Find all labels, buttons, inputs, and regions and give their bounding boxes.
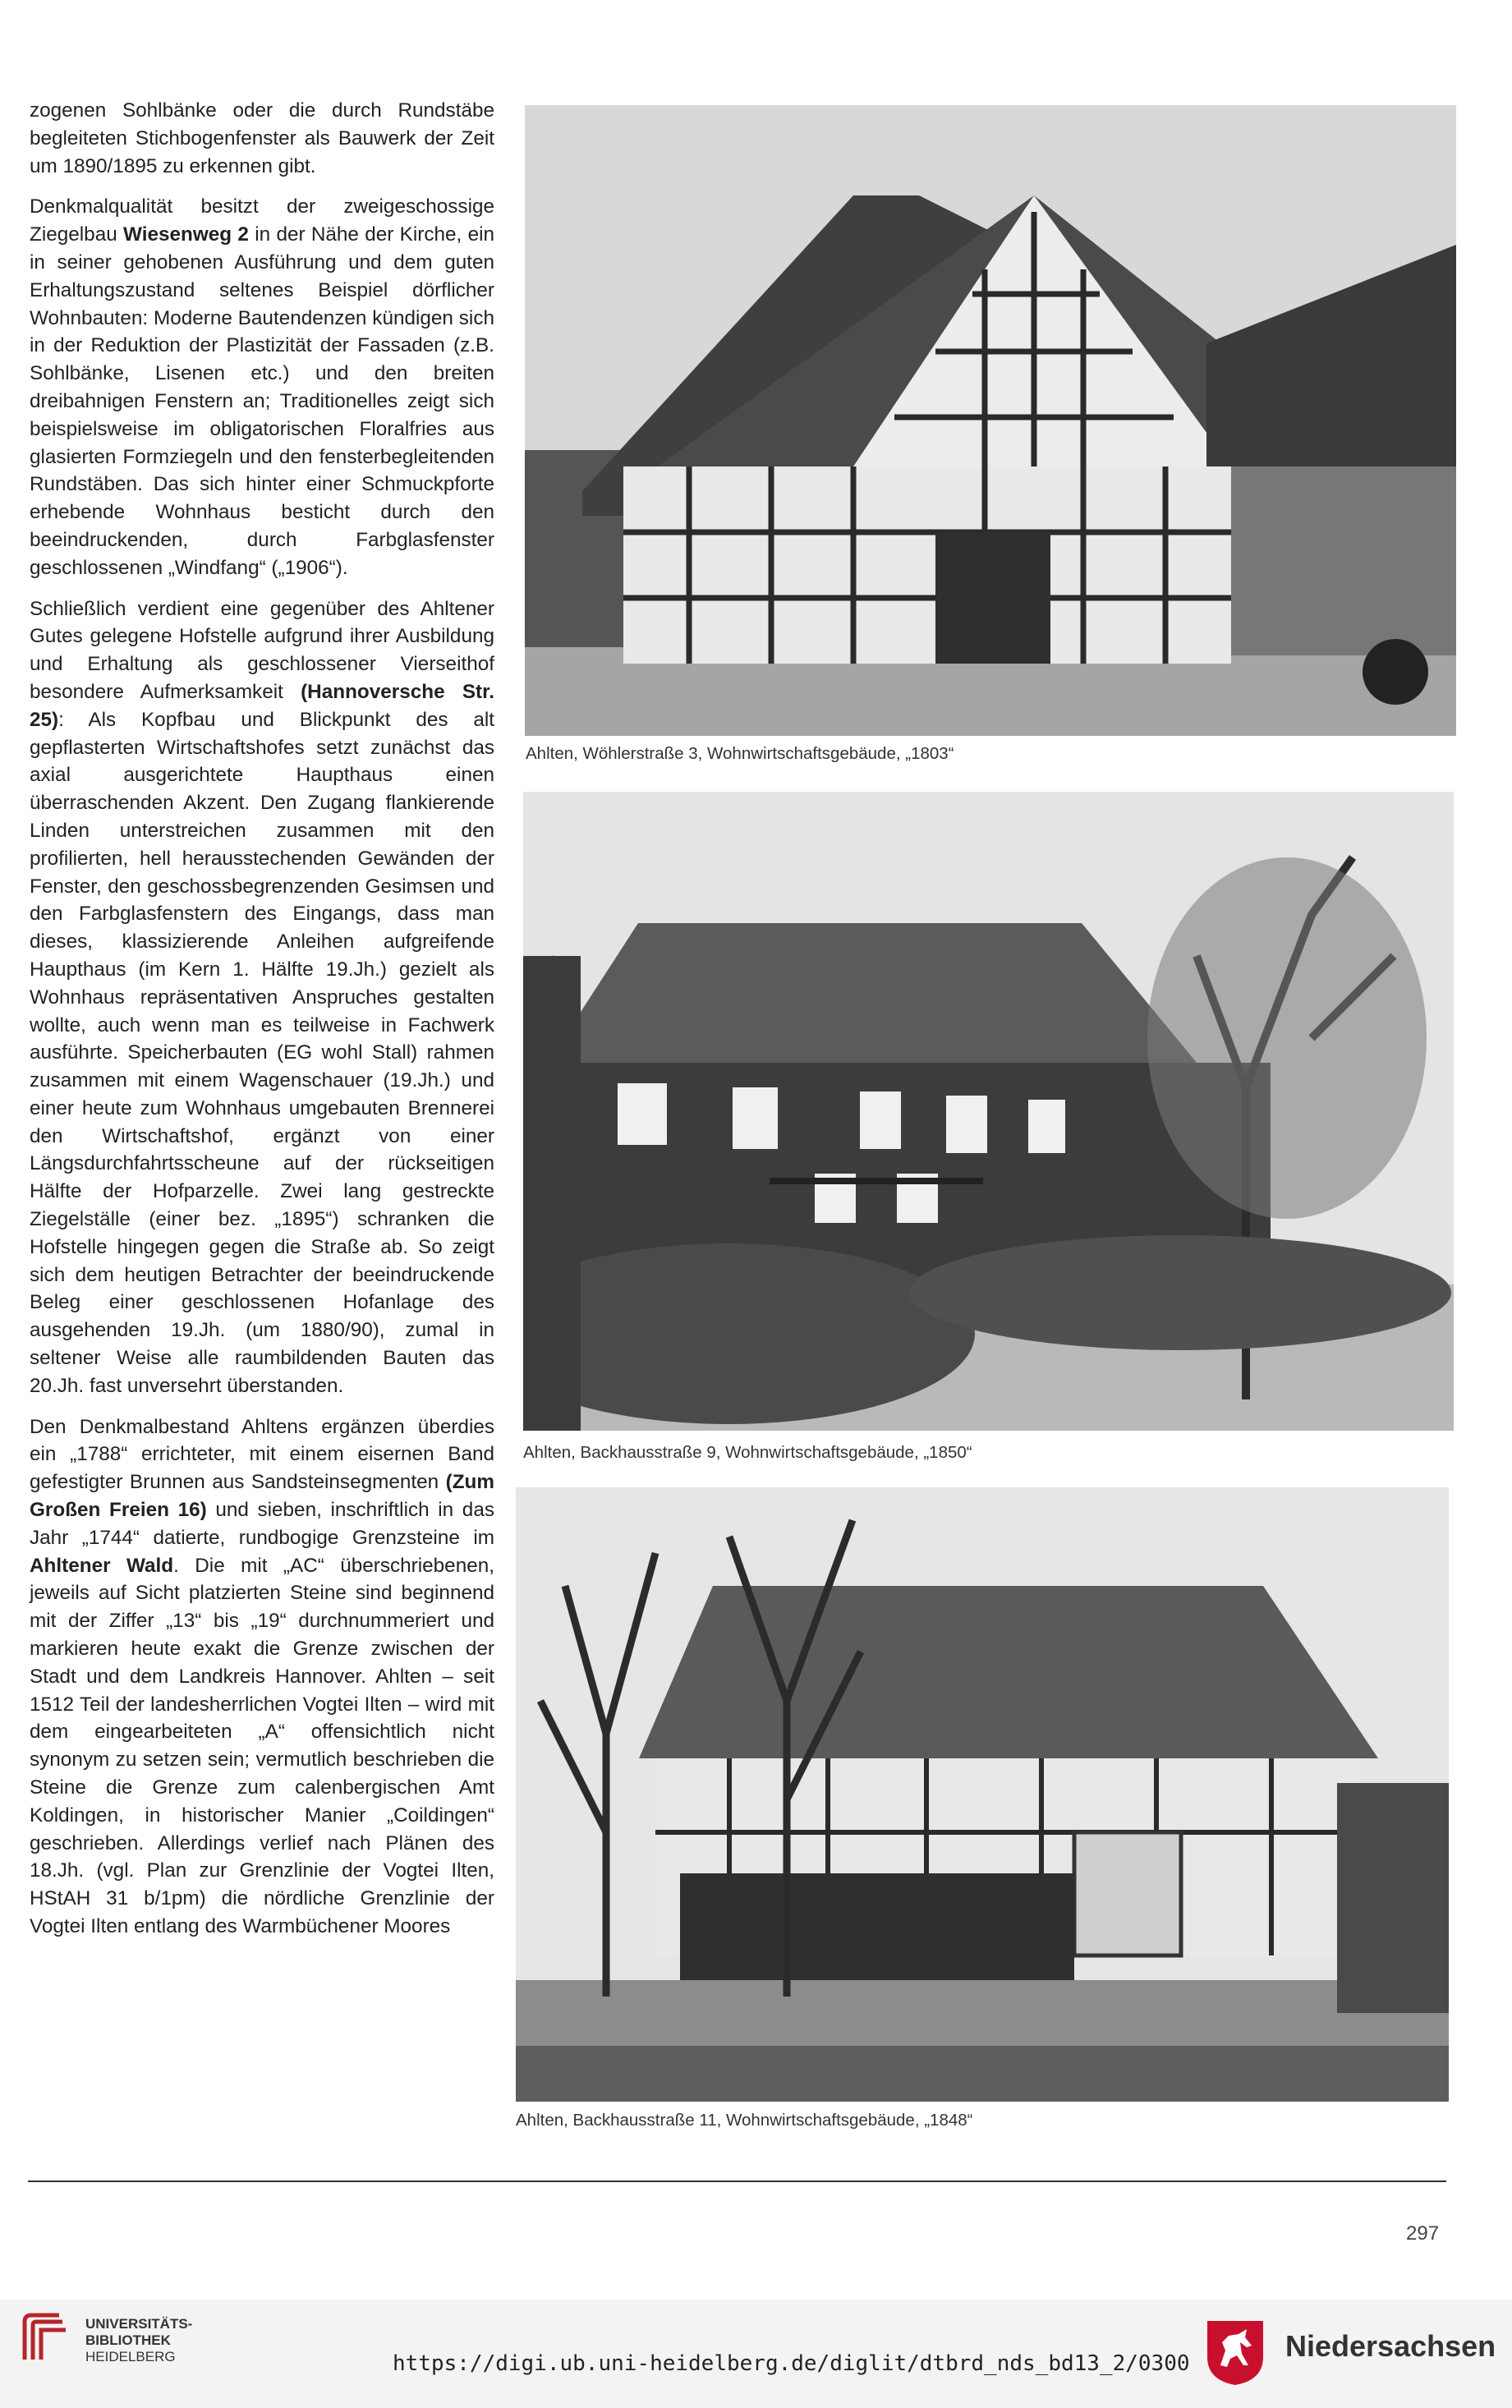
digitization-url-link[interactable]: https://digi.ub.uni-heidelberg.de/diglit/dtbrd_nds_bd13_2/0300 — [393, 2351, 1190, 2376]
paragraph — [30, 97, 494, 180]
paragraph — [30, 595, 494, 1400]
footer-rule — [28, 2181, 1446, 2182]
body-text-column — [30, 97, 494, 1954]
library-name-line: HEIDELBERG — [85, 2349, 176, 2364]
bold-address: (Zum Großen Freien 16) — [30, 1471, 494, 1522]
text-run: . Die mit „AC“ überschriebenen, jeweils auf Sicht platzierten Steine sind beginnend mit der Ziffer „13“ bis „19“ durchnummeriert und markieren heute exakt die Grenze zwischen der Stadt und dem Landkreis Hannover. Ahlten – seit 1512 Teil der landesherrlichen Vogtei Ilten – wird mit dem eingearbeiteten „A“ offensichtlich nicht synonym zu setzen sein; vermutlich beschrieben die Steine die Grenze zum calenbergischen Amt Koldingen, in historischer Manier „Coildingen“ geschrieben. Allerdings verlief nach Plänen des 18.Jh. (vgl. Plan zur Grenzlinie der Vogtei Ilten, HStAH 31 b/1pm) die nördliche Grenzlinie der Vogtei Ilten entlang des Warmbüchener Moores — [30, 1554, 494, 1937]
text-run: Den Denkmalbestand Ahltens ergänzen überdies ein „1788“ errichteter, mit einem eisernen Band gefestigter Brunnen aus Sandsteinsegmenten — [30, 1415, 494, 1494]
paragraph — [30, 1413, 494, 1941]
paragraph — [30, 193, 494, 581]
library-name-line: BIBLIOTHEK — [85, 2332, 171, 2348]
text-run: : Als Kopfbau und Blickpunkt des alt gepflasterten Wirtschaftshofes setzt zunächst das axial ausgerichtete Haupthaus einen überraschenden Akzent. Den Zugang flankierende Linden unterstreichen zusammen mit den profilierten, hell herausstechenden Gewänden der Fenster, den geschossbegrenzenden Gesimsen und den Farbglasfenstern des Eingangs, dass man dieses, klassizierende Anleihen aufgreifende Haupthaus (im Kern 1. Hälfte 19.Jh.) gezielt als Wohnhaus repräsentativen Anspruches gestalten wollte, auch wenn man es teilweise in Fachwerk ausführte. Speicherbauten (EG wohl Stall) rahmen zusammen mit einem Wagenschauer (19.Jh.) und einer heute zum Wohnhaus umgebauten Brennerei den Wirtschaftshof, ergänzt von einer Längsdurchfahrtsscheune auf der rückseitigen Hälfte der Hofparzelle. Zwei lang gestreckte Ziegelställe (einer bez. „1895“) schranken die Hofstelle hingegen gegen die Straße ab. So zeigt sich dem heutigen Betrachter der beeindruckende Beleg einer geschlossenen Hofanlage des ausgehenden 19.Jh. (um 1880/90), zumal in seltener Weise alle raumbildenden Bauten das 20.Jh. fast unversehrt überstanden. — [30, 708, 494, 1397]
lower-saxony-horse-icon — [1204, 2318, 1266, 2387]
photo-backhausstrasse-9 — [523, 792, 1454, 1431]
state-name: Niedersachsen — [1285, 2329, 1496, 2363]
photo-caption: Ahlten, Wöhlerstraße 3, Wohnwirtschaftsgebäude, „1803“ — [526, 744, 954, 763]
photo-woehlerstrasse-3 — [525, 105, 1456, 736]
library-name-line: UNIVERSITÄTS- — [85, 2316, 193, 2332]
text-run: in der Nähe der Kirche, ein in seiner gehobenen Ausführung und dem guten Erhaltungszustand seltenes Beispiel dörflicher Wohnbauten: Moderne Bautendenzen kündigen sich in der Reduktion der Plastizität der Fassaden (z.B. Sohlbänke, Lisenen etc.) und den breiten dreibahnigen Fenstern an; Traditionelles zeigt sich beispielsweise im obligatorischen Floralfries aus glasierten Formziegeln und den fensterbegleitenden Rundstäben. Das sich hinter einer Schmuckpforte erhebende Wohnhaus besticht durch den beeindruckenden, durch Farbglasfenster geschlossenen „Windfang“ („1906“). — [30, 223, 494, 579]
text-run: Denkmalqualität besitzt der zweigeschossige Ziegelbau — [30, 195, 494, 246]
bold-address: (Hannoversche Str. 25) — [30, 680, 494, 731]
library-name — [85, 2316, 192, 2365]
text-run: Schließlich verdient eine gegenüber des Ahltener Gutes gelegene Hofstelle aufgrund ihrer Ausbildung und Erhaltung als geschlossener Vierseithof besondere Aufmerksamkeit — [30, 597, 494, 703]
photo-caption: Ahlten, Backhausstraße 9, Wohnwirtschaftsgebäude, „1850“ — [523, 1443, 972, 1462]
text-run: und sieben, inschriftlich in das Jahr „1744“ datierte, rundbogige Grenzsteine im — [30, 1499, 494, 1549]
page-number: 297 — [1406, 2222, 1440, 2245]
bold-address: Wiesenweg 2 — [123, 223, 249, 246]
photo-backhausstrasse-11 — [516, 1487, 1449, 2102]
text-run: zogenen Sohlbänke oder die durch Rundstäbe begleiteten Stichbogenfenster als Bauwerk der Zeit um 1890/1895 zu erkennen gibt. — [30, 99, 494, 177]
bold-address: Ahltener Wald — [30, 1554, 174, 1577]
ub-heidelberg-logo-icon — [18, 2310, 72, 2364]
photo-caption: Ahlten, Backhausstraße 11, Wohnwirtschaftsgebäude, „1848“ — [516, 2111, 973, 2130]
